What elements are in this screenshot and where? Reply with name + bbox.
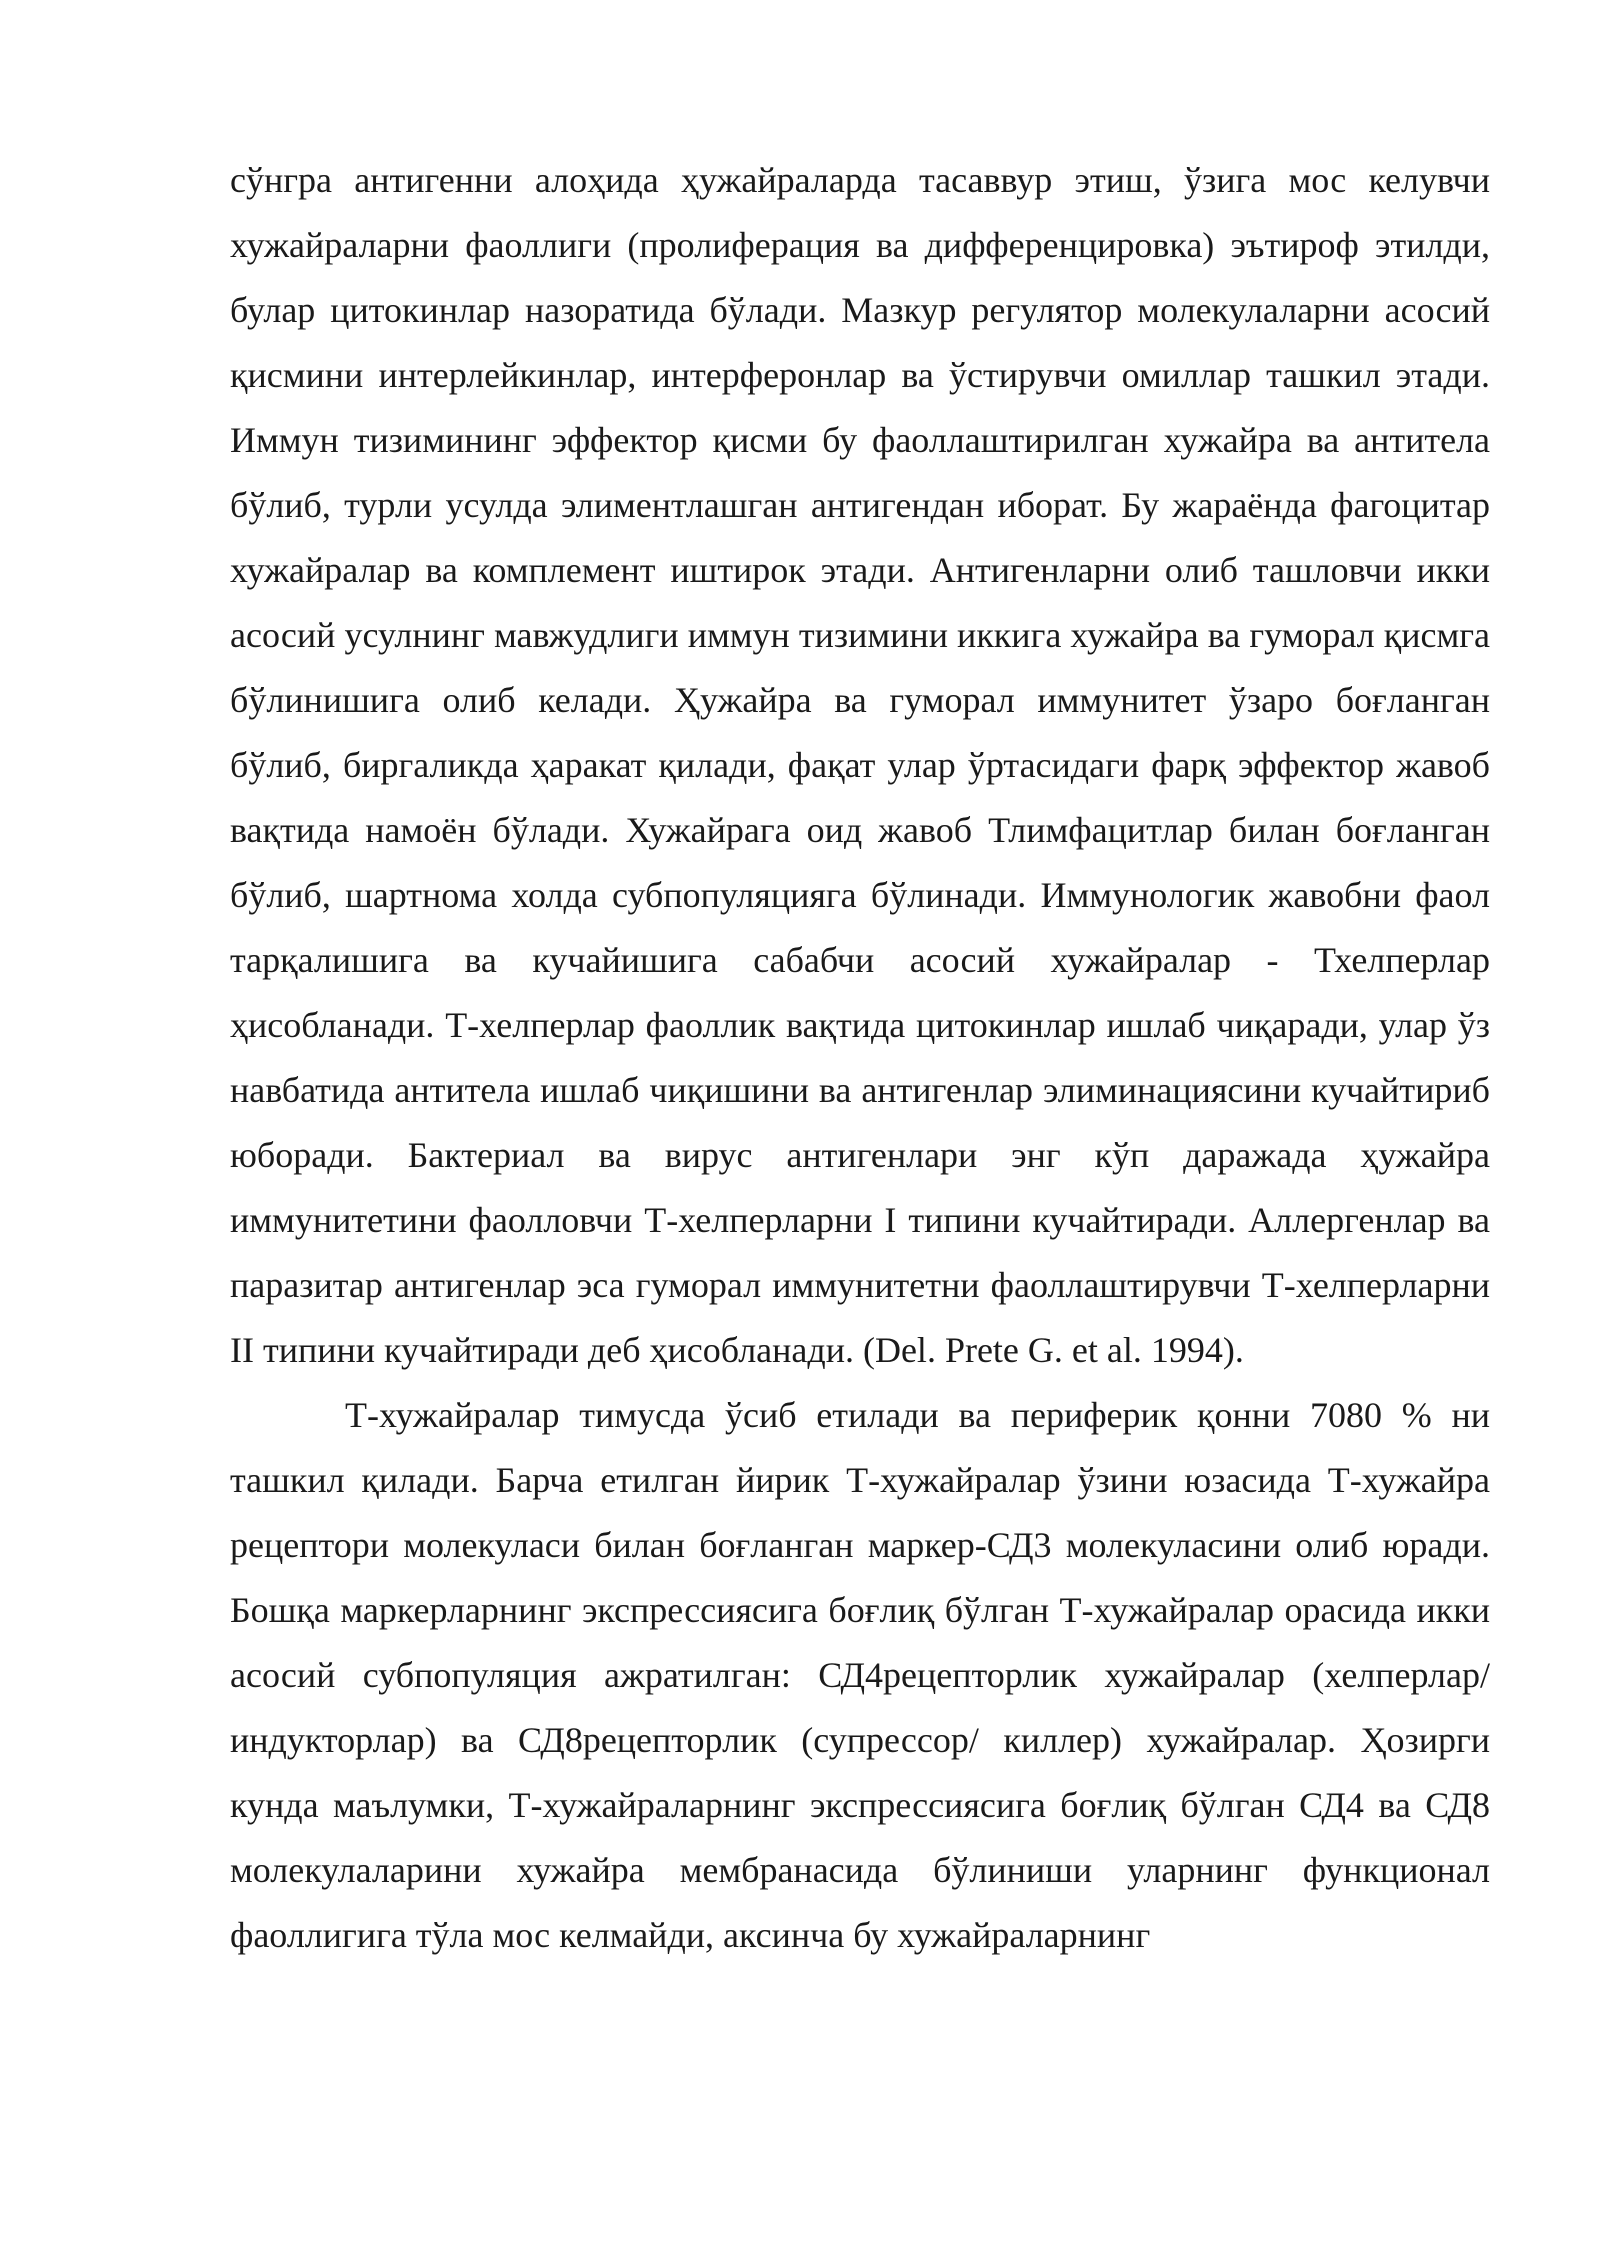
paragraph-1: сўнгра антигенни алоҳида ҳужайраларда тасаввур этиш, ўзига мос келувчи хужайраларни фаоллиги (пролиферация ва дифференцировка) эътироф этилди, булар цитокинлар назоратида бўлади. Мазкур регулятор молекулаларни асосий қисмини интерлейкинлар, интерферонлар ва ўстирувчи омиллар ташкил этади. Иммун тизимининг эффектор қисми бу фаоллаштирилган хужайра ва антитела бўлиб, турли усулда элиментлашган антигендан иборат. Бу жараёнда фагоцитар хужайралар ва комплемент иштирок этади. Антигенларни олиб ташловчи икки асосий усулнинг мавжудлиги иммун тизимини иккига хужайра ва гуморал қисмга бўлинишига олиб келади. Ҳужайра ва гуморал иммунитет ўзаро боғланган бўлиб, биргаликда ҳаракат қилади, фақат улар ўртасидаги фарқ эффектор жавоб вақтида намоён бўлади. Хужайрага оид жавоб Тлимфацитлар билан боғланган бўлиб, шартнома холда субпопуляцияга бўлинади. Иммунологик жавобни фаол тарқалишига ва кучайишига сабабчи асосий хужайралар - Тхелперлар ҳисобланади. Т-хелперлар фаоллик вақтида цитокинлар ишлаб чиқаради, улар ўз навбатида антитела ишлаб чиқишини ва антигенлар элиминациясини кучайтириб юборади. Бактериал ва вирус антигенлари энг кўп даражада ҳужайра иммунитетини фаолловчи Т-хелперларни I типини кучайтиради. Аллергенлар ва паразитар антигенлар эса гуморал иммунитетни фаоллаштирувчи Т-хелперларни II типини кучайтиради деб ҳисобланади. (Del. Prete G. et al. 1994). (230, 160, 1490, 1370)
paragraph-2: Т-хужайралар тимусда ўсиб етилади ва периферик қонни 7080 % ни ташкил қилади. Барча етилган йирик Т-хужайралар ўзини юзасида Т-хужайра рецептори молекуласи билан боғланган маркер-СД3 молекуласини олиб юради. Бошқа маркерларнинг экспрессиясига боғлиқ бўлган Т-хужайралар орасида икки асосий субпопуляция ажратилган: СД4рецепторлик хужайралар (хелперлар/индукторлар) ва СД8рецепторлик (супрессор/ киллер) хужайралар. Ҳозирги кунда маълумки, Т-хужайраларнинг экспрессиясига боғлиқ бўлган СД4 ва СД8 молекулаларини хужайра мембранасида бўлиниши уларнинг функционал фаоллигига тўла мос келмайди, аксинча бу хужайраларнинг (230, 1395, 1490, 1955)
body-text (230, 148, 1490, 1968)
